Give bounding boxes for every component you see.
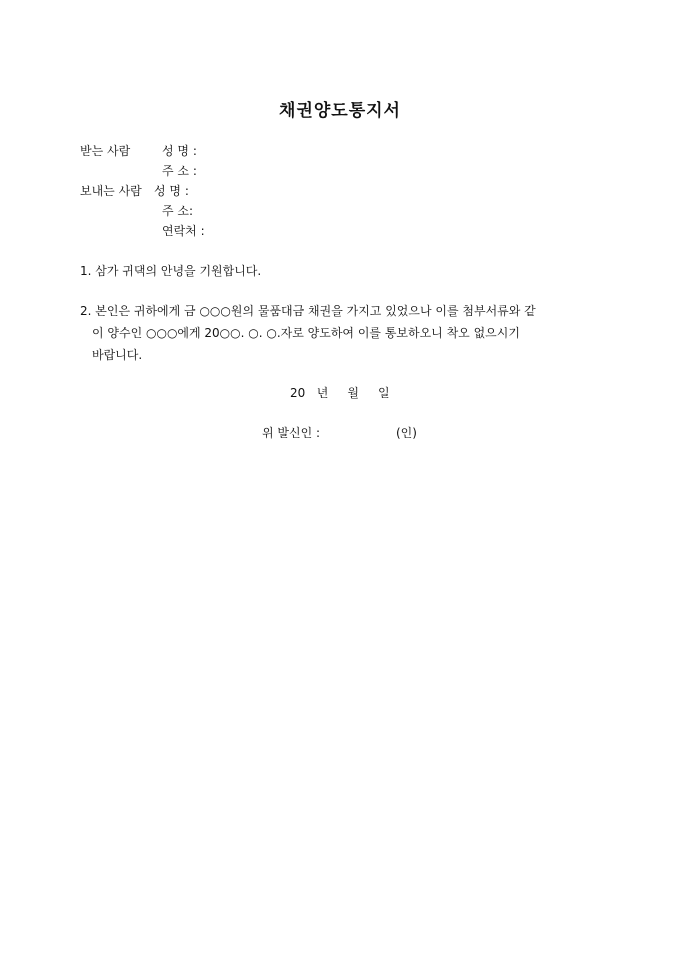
- paragraph-notice: [80, 300, 608, 366]
- paragraph-greeting: 1. 삼가 귀댁의 안녕을 기원합니다.: [80, 264, 262, 278]
- sender-address-label: 주 소:: [162, 204, 194, 218]
- paragraph-notice-line-3: 바랍니다.: [92, 348, 143, 362]
- date-line: 20 년 월 일: [290, 386, 390, 400]
- recipient-address-label: 주 소 :: [162, 164, 197, 178]
- recipient-label: 받는 사람: [80, 144, 131, 158]
- sender-contact-label: 연락처 :: [162, 224, 205, 238]
- signature-label: 위 발신인 :: [262, 426, 321, 440]
- sender-label: 보내는 사람: [80, 184, 142, 198]
- recipient-name-label: 성 명 :: [162, 144, 197, 158]
- seal-mark: (인): [396, 426, 417, 440]
- paragraph-notice-line-2: 이 양수인 ○○○에게 20○○. ○. ○.자로 양도하여 이를 통보하오니 착오 없으시기: [92, 326, 520, 340]
- document-title: 채권양도통지서: [279, 101, 401, 121]
- sender-name-label: 성 명 :: [154, 184, 189, 198]
- paragraph-notice-line-1: 2. 본인은 귀하에게 금 ○○○원의 물품대금 채권을 가지고 있었으나 이를 첨부서류와 같: [80, 304, 536, 318]
